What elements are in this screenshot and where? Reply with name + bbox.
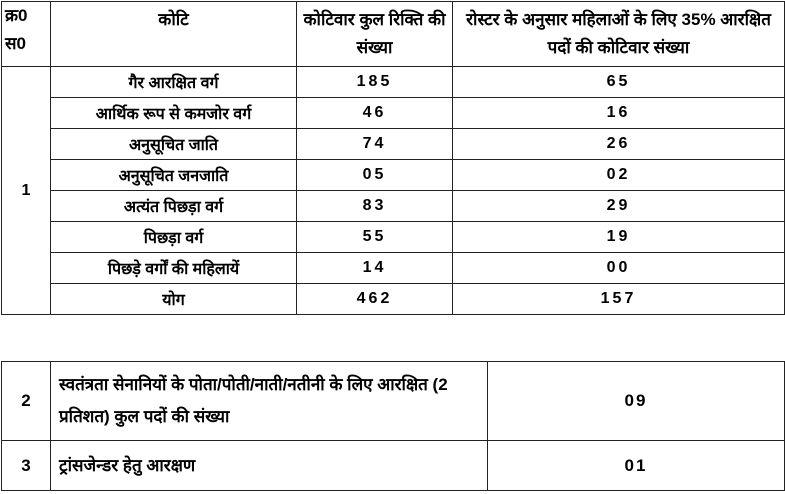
value-cell: 09 <box>488 362 785 441</box>
header-category: कोटि <box>51 2 297 67</box>
category-cell: अत्यंत पिछड़ा वर्ग <box>51 191 297 222</box>
description-cell: स्वतंत्रता सेनानियों के पोता/पोती/नाती/नतीनी के लिए आरक्षित (2 प्रतिशत) कुल पदों की संख्या <box>51 362 488 441</box>
category-cell: अनुसूचित जनजाति <box>51 160 297 191</box>
category-vacancy-table <box>1 1 785 315</box>
category-cell: पिछड़े वर्गों की महिलायें <box>51 253 297 284</box>
header-women-reserved: रोस्टर के अनुसार महिलाओं के लिए 35% आरक्षित पदों की कोटिवार संख्या <box>453 2 785 67</box>
women-cell: 65 <box>453 67 785 98</box>
total-cell: 14 <box>297 253 453 284</box>
grand-total-cell: 462 <box>297 284 453 315</box>
value-cell: 01 <box>488 441 785 491</box>
total-row <box>2 284 785 315</box>
header-row <box>2 2 785 67</box>
total-cell: 83 <box>297 191 453 222</box>
header-serial-line2: स0 <box>5 34 26 53</box>
category-cell: अनुसूचित जाति <box>51 129 297 160</box>
table-row <box>2 160 785 191</box>
header-total-vacancies: कोटिवार कुल रिक्ति की संख्या <box>297 2 453 67</box>
total-cell: 185 <box>297 67 453 98</box>
header-serial-line1: क्र0 <box>5 6 28 25</box>
serial-cell: 3 <box>2 441 51 491</box>
total-cell: 74 <box>297 129 453 160</box>
table-row <box>2 191 785 222</box>
women-cell: 26 <box>453 129 785 160</box>
total-cell: 46 <box>297 98 453 129</box>
total-cell: 05 <box>297 160 453 191</box>
total-label-cell: योग <box>51 284 297 315</box>
table-row <box>2 253 785 284</box>
women-cell: 16 <box>453 98 785 129</box>
category-cell: गैर आरक्षित वर्ग <box>51 67 297 98</box>
women-cell: 02 <box>453 160 785 191</box>
table-row <box>2 362 785 441</box>
serial-cell: 1 <box>2 67 51 315</box>
table-row <box>2 67 785 98</box>
women-cell: 19 <box>453 222 785 253</box>
table-row <box>2 129 785 160</box>
women-total-cell: 157 <box>453 284 785 315</box>
description-cell: ट्रांसजेन्डर हेतु आरक्षण <box>51 441 488 491</box>
special-reservation-table <box>1 361 785 491</box>
total-cell: 55 <box>297 222 453 253</box>
women-cell: 00 <box>453 253 785 284</box>
table-row <box>2 441 785 491</box>
category-cell: आर्थिक रूप से कमजोर वर्ग <box>51 98 297 129</box>
women-cell: 29 <box>453 191 785 222</box>
header-serial <box>2 2 51 67</box>
serial-cell: 2 <box>2 362 51 441</box>
table-row <box>2 222 785 253</box>
table-row <box>2 98 785 129</box>
category-cell: पिछड़ा वर्ग <box>51 222 297 253</box>
